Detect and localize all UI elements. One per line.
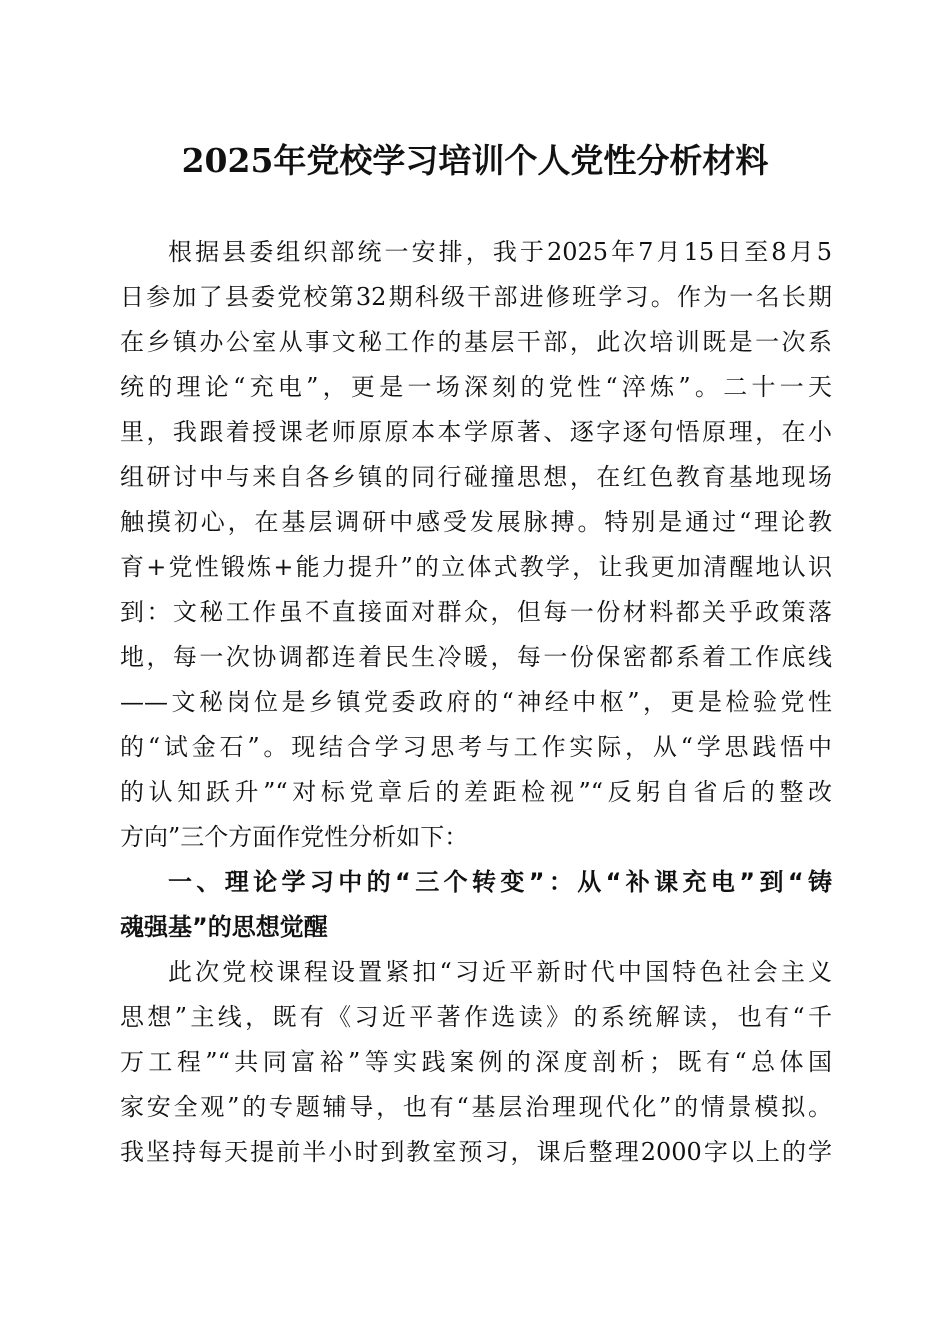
para1-line-3: 在乡镇办公室从事文秘工作的基层干部，此次培训既是一次系 bbox=[120, 328, 832, 356]
section-heading-1-line-2: 魂强基”的思想觉醒 bbox=[120, 913, 328, 941]
para2-line-5: 我坚持每天提前半小时到教室预习，课后整理2000字以上的学 bbox=[120, 1138, 832, 1166]
para1-line-11: ——文秘岗位是乡镇党委政府的“神经中枢”，更是检验党性 bbox=[120, 688, 832, 716]
para1-line-10: 地，每一次协调都连着民生冷暖，每一份保密都系着工作底线 bbox=[120, 643, 832, 671]
para1-line-13: 的认知跃升”“对标党章后的差距检视”“反躬自省后的整改 bbox=[120, 778, 832, 806]
para1-line-12: 的“试金石”。现结合学习思考与工作实际，从“学思践悟中 bbox=[120, 733, 832, 761]
document-title: 2025年党校学习培训个人党性分析材料 bbox=[181, 141, 769, 180]
para2-line-4: 家安全观”的专题辅导，也有“基层治理现代化”的情景模拟。 bbox=[120, 1093, 832, 1121]
para2-line-1: 此次党校课程设置紧扣“习近平新时代中国特色社会主义 bbox=[168, 958, 832, 986]
para1-line-1: 根据县委组织部统一安排，我于2025年7月15日至8月5 bbox=[168, 238, 832, 266]
para1-line-6: 组研讨中与来自各乡镇的同行碰撞思想，在红色教育基地现场 bbox=[120, 463, 832, 491]
para1-line-14: 方向”三个方面作党性分析如下： bbox=[120, 823, 469, 851]
para2-line-2: 思想”主线，既有《习近平著作选读》的系统解读，也有“千 bbox=[120, 1003, 832, 1031]
para1-line-9: 到：文秘工作虽不直接面对群众，但每一份材料都关乎政策落 bbox=[120, 598, 832, 626]
para1-line-7: 触摸初心，在基层调研中感受发展脉搏。特别是通过“理论教 bbox=[120, 508, 832, 536]
para1-line-4: 统的理论“充电”，更是一场深刻的党性“淬炼”。二十一天 bbox=[120, 373, 832, 401]
section-heading-1-line-1: 一、理论学习中的“三个转变”：从“补课充电”到“铸 bbox=[168, 868, 832, 896]
para2-line-3: 万工程”“共同富裕”等实践案例的深度剖析；既有“总体国 bbox=[120, 1048, 832, 1076]
para1-line-2: 日参加了县委党校第32期科级干部进修班学习。作为一名长期 bbox=[120, 283, 832, 311]
para1-line-8: 育+党性锻炼+能力提升”的立体式教学，让我更加清醒地认识 bbox=[120, 553, 832, 581]
para1-line-5: 里，我跟着授课老师原原本本学原著、逐字逐句悟原理，在小 bbox=[120, 418, 832, 446]
